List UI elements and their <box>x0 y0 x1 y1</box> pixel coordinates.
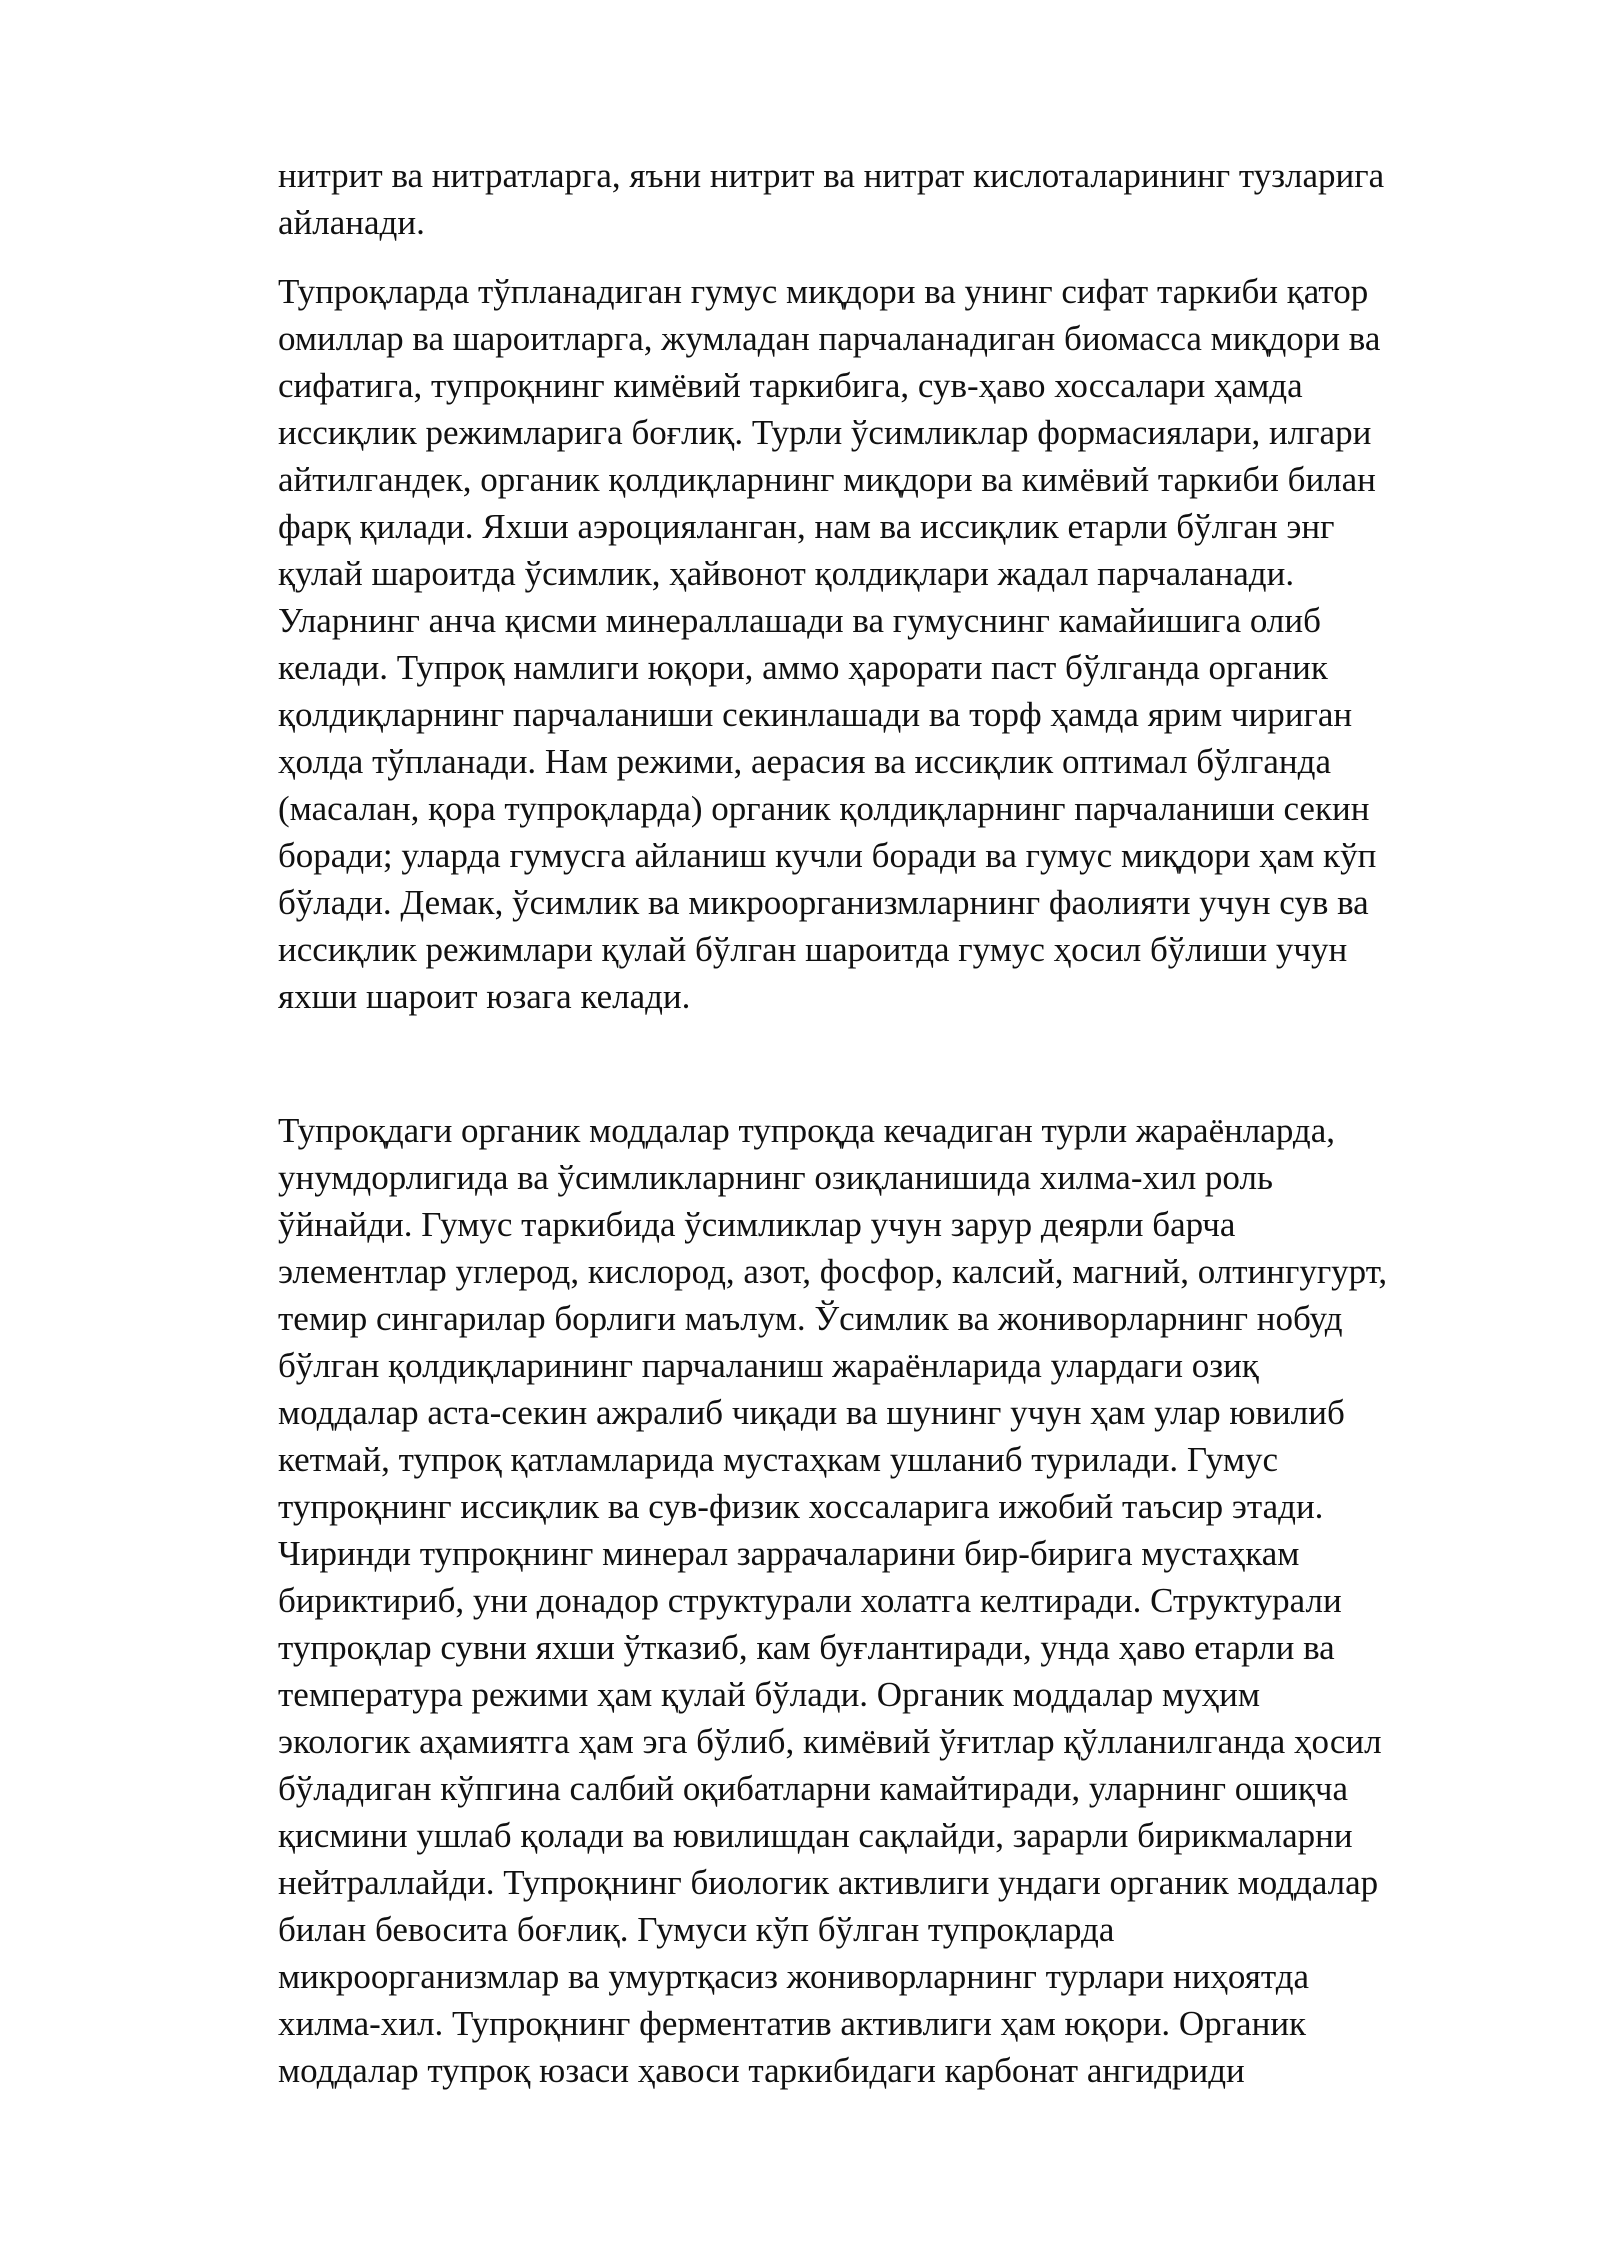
text-line: билан бевосита боғлиқ. Гумуси кўп бўлган тупроқларда <box>278 1910 1115 1949</box>
text-line: келади. Тупроқ намлиги юқори, аммо ҳарорати паст бўлганда органик <box>278 648 1328 687</box>
paragraph <box>278 1107 1498 2094</box>
text-line: тупроқлар сувни яхши ўтказиб, кам буғлантиради, унда ҳаво етарли ва <box>278 1628 1335 1667</box>
text-line: температура режими ҳам қулай бўлади. Органик моддалар муҳим <box>278 1675 1261 1714</box>
text-line: элементлар углерод, кислород, азот, фосфор, калсий, магний, олтингугурт, <box>278 1252 1388 1291</box>
text-line: экологик аҳамиятга ҳам эга бўлиб, кимёвий ўғитлар қўлланилганда ҳосил <box>278 1722 1382 1761</box>
text-line: нитрит ва нитратларга, яъни нитрит ва нитрат кислоталарининг тузларига <box>278 156 1385 195</box>
text-line: хилма-хил. Тупроқнинг ферментатив активлиги ҳам юқори. Органик <box>278 2004 1307 2043</box>
text-line: сифатига, тупроқнинг кимёвий таркибига, сув-ҳаво хоссалари ҳамда <box>278 366 1303 405</box>
text-line: моддалар тупроқ юзаси ҳавоси таркибидаги карбонат ангидриди <box>278 2051 1245 2090</box>
text-line: иссиқлик режимлари қулай бўлган шароитда гумус ҳосил бўлиши учун <box>278 930 1348 969</box>
text-line: омиллар ва шароитларга, жумладан парчаланадиган биомасса миқдори ва <box>278 319 1381 358</box>
text-line: ўйнайди. Гумус таркибида ўсимликлар учун зарур деярли барча <box>278 1205 1236 1244</box>
text-line: қисмини ушлаб қолади ва ювилишдан сақлайди, зарарли бирикмаларни <box>278 1816 1353 1855</box>
paragraph <box>278 268 1498 1020</box>
text-line: яхши шароит юзага келади. <box>278 977 691 1016</box>
text-line: ҳолда тўпланади. Нам режими, аерасия ва иссиқлик оптимал бўлганда <box>278 742 1331 781</box>
text-line: Чиринди тупроқнинг минерал заррачаларини бир-бирига мустаҳкам <box>278 1534 1300 1573</box>
text-line: бириктириб, уни донадор структурали холатга келтиради. Структурали <box>278 1581 1342 1620</box>
text-line: моддалар аста-секин ажралиб чиқади ва шунинг учун ҳам улар ювилиб <box>278 1393 1345 1432</box>
text-line: бўлган қолдиқларининг парчаланиш жараёнларида улардаги озиқ <box>278 1346 1259 1385</box>
text-line: кетмай, тупроқ қатламларида мустаҳкам ушланиб турилади. Гумус <box>278 1440 1279 1479</box>
text-line: темир сингарилар борлиги маълум. Ўсимлик ва жониворларнинг нобуд <box>278 1299 1343 1338</box>
text-line: қулай шароитда ўсимлик, ҳайвонот қолдиқлари жадал парчаланади. <box>278 554 1295 593</box>
text-line: иссиқлик режимларига боғлиқ. Турли ўсимликлар формасиялари, илгари <box>278 413 1372 452</box>
paragraph <box>278 152 1498 246</box>
text-line: айланади. <box>278 203 425 242</box>
text-line: айтилгандек, органик қолдиқларнинг миқдори ва кимёвий таркиби билан <box>278 460 1376 499</box>
text-line: Тупроқларда тўпланадиган гумус миқдори ва унинг сифат таркиби қатор <box>278 272 1369 311</box>
text-line: бўлади. Демак, ўсимлик ва микроорганизмларнинг фаолияти учун сув ва <box>278 883 1369 922</box>
text-line: микроорганизмлар ва умуртқасиз жониворларнинг турлари ниҳоятда <box>278 1957 1310 1996</box>
text-line: қолдиқларнинг парчаланиши секинлашади ва торф ҳамда ярим чириган <box>278 695 1353 734</box>
text-line: бўладиган кўпгина салбий оқибатларни камайтиради, уларнинг ошиқча <box>278 1769 1349 1808</box>
text-line: унумдорлигида ва ўсимликларнинг озиқланишида хилма-хил роль <box>278 1158 1273 1197</box>
text-line: нейтраллайди. Тупроқнинг биологик активлиги ундаги органик моддалар <box>278 1863 1379 1902</box>
text-line: (масалан, қора тупроқларда) органик қолдиқларнинг парчаланиши секин <box>278 789 1370 828</box>
text-line: Тупроқдаги органик моддалар тупроқда кечадиган турли жараёнларда, <box>278 1111 1335 1150</box>
text-line: боради; уларда гумусга айланиш кучли боради ва гумус миқдори ҳам кўп <box>278 836 1377 875</box>
text-line: тупроқнинг иссиқлик ва сув-физик хоссаларига ижобий таъсир этади. <box>278 1487 1324 1526</box>
text-line: Уларнинг анча қисми минераллашади ва гумуснинг камайишига олиб <box>278 601 1321 640</box>
text-line: фарқ қилади. Яхши аэроцияланган, нам ва иссиқлик етарли бўлган энг <box>278 507 1335 546</box>
